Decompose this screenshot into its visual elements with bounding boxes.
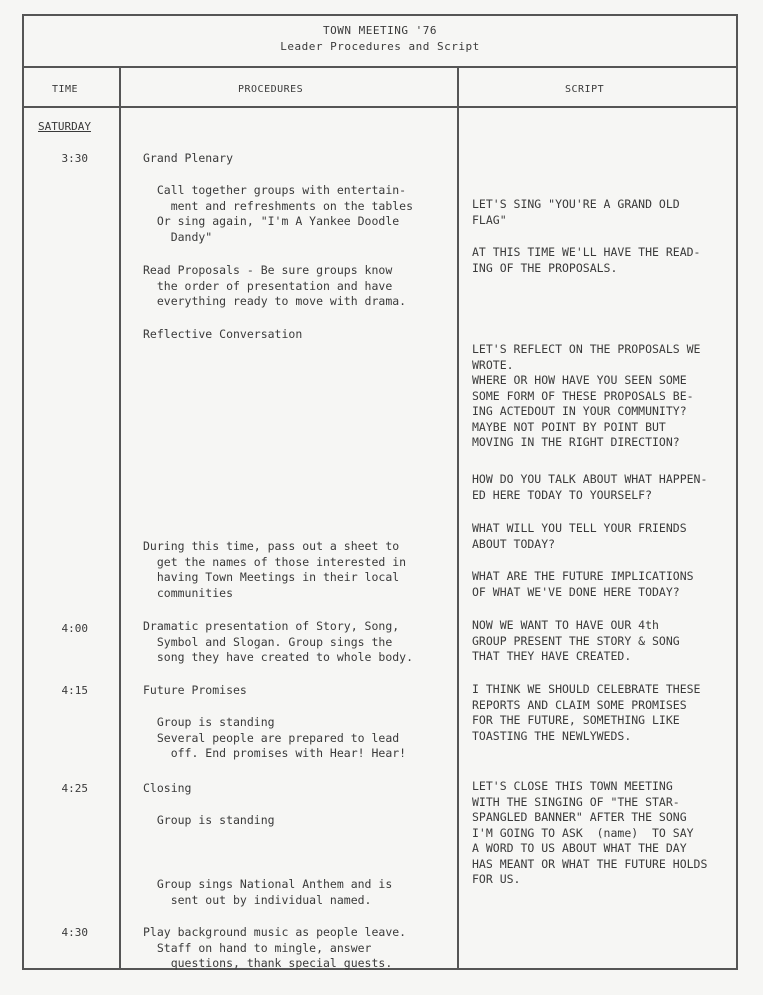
time-entry: 4:00	[61, 622, 88, 635]
script-text: NOW WE WANT TO HAVE OUR 4th GROUP PRESENT THE STORY & SONG THAT THEY HAVE CREATED.	[472, 618, 680, 663]
time-entry: 4:15	[61, 684, 88, 697]
script-text: LET'S REFLECT ON THE PROPOSALS WE WROTE. WHERE OR HOW HAVE YOU SEEN SOME SOME FORM OF THESE PROPOSALS BE- ING ACTEDOUT IN YOUR COMMUNITY? MAYBE NOT POINT BY POINT BUT MOVING IN THE RIGHT DIRECTION?	[472, 342, 701, 449]
column-header-time: TIME	[52, 84, 79, 95]
column-header-procedures: PROCEDURES	[238, 84, 304, 95]
procedure-text: Grand Plenary	[143, 151, 234, 165]
procedure-text: Group is standing Several people are prepared to lead off. End promises with Hear! Hear!	[156, 715, 407, 760]
column-header-script: SCRIPT	[565, 84, 605, 95]
title-divider	[22, 66, 738, 68]
document-title: TOWN MEETING '76	[323, 24, 437, 37]
procedure-text: Play background music as people leave. Staff on hand to mingle, answer questions, thank special guests.	[143, 925, 407, 970]
script-text: LET'S CLOSE THIS TOWN MEETING WITH THE SINGING OF "THE STAR- SPANGLED BANNER" AFTER THE SONG I'M GOING TO ASK (name) TO SAY A WORD TO US ABOUT WHAT THE DAY HAS MEANT OR WHAT THE FUTURE HOLDS FOR US.	[472, 779, 708, 886]
day-label: SATURDAY	[38, 120, 91, 133]
procedure-text: Group sings National Anthem and is sent out by individual named.	[156, 877, 393, 907]
procedure-text: Reflective Conversation	[143, 327, 303, 341]
procedure-text: Closing	[143, 781, 192, 795]
script-text: LET'S SING "YOU'RE A GRAND OLD FLAG"	[472, 197, 680, 227]
procedure-text: During this time, pass out a sheet to get the names of those interested in having Town Meetings in their local communities	[143, 539, 407, 600]
script-text: WHAT WILL YOU TELL YOUR FRIENDS ABOUT TODAY?	[472, 521, 687, 551]
script-column-divider	[457, 66, 459, 970]
script-text: AT THIS TIME WE'LL HAVE THE READ- ING OF THE PROPOSALS.	[472, 245, 701, 275]
header-divider	[22, 106, 738, 108]
time-column-divider	[119, 66, 121, 970]
time-entry: 4:25	[61, 782, 88, 795]
procedure-text: Call together groups with entertain- ment and refreshments on the tables Or sing again, "I'm A Yankee Doodle Dandy"	[156, 183, 414, 244]
time-entry: 3:30	[61, 152, 88, 165]
procedure-text: Future Promises	[143, 683, 247, 697]
script-text: WHAT ARE THE FUTURE IMPLICATIONS OF WHAT WE'VE DONE HERE TODAY?	[472, 569, 694, 599]
document-subtitle: Leader Procedures and Script	[280, 40, 480, 53]
procedure-text: Read Proposals - Be sure groups know the order of presentation and have everything ready to move with drama.	[143, 263, 407, 308]
procedure-text: Dramatic presentation of Story, Song, Symbol and Slogan. Group sings the song they have created to whole body.	[143, 619, 414, 664]
script-text: I THINK WE SHOULD CELEBRATE THESE REPORTS AND CLAIM SOME PROMISES FOR THE FUTURE, SOMETHING LIKE TOASTING THE NEWLYWEDS.	[472, 682, 701, 743]
procedure-text: Group is standing	[143, 813, 275, 827]
script-text: HOW DO YOU TALK ABOUT WHAT HAPPEN- ED HERE TODAY TO YOURSELF?	[472, 472, 708, 502]
time-entry: 4:30	[61, 926, 88, 939]
